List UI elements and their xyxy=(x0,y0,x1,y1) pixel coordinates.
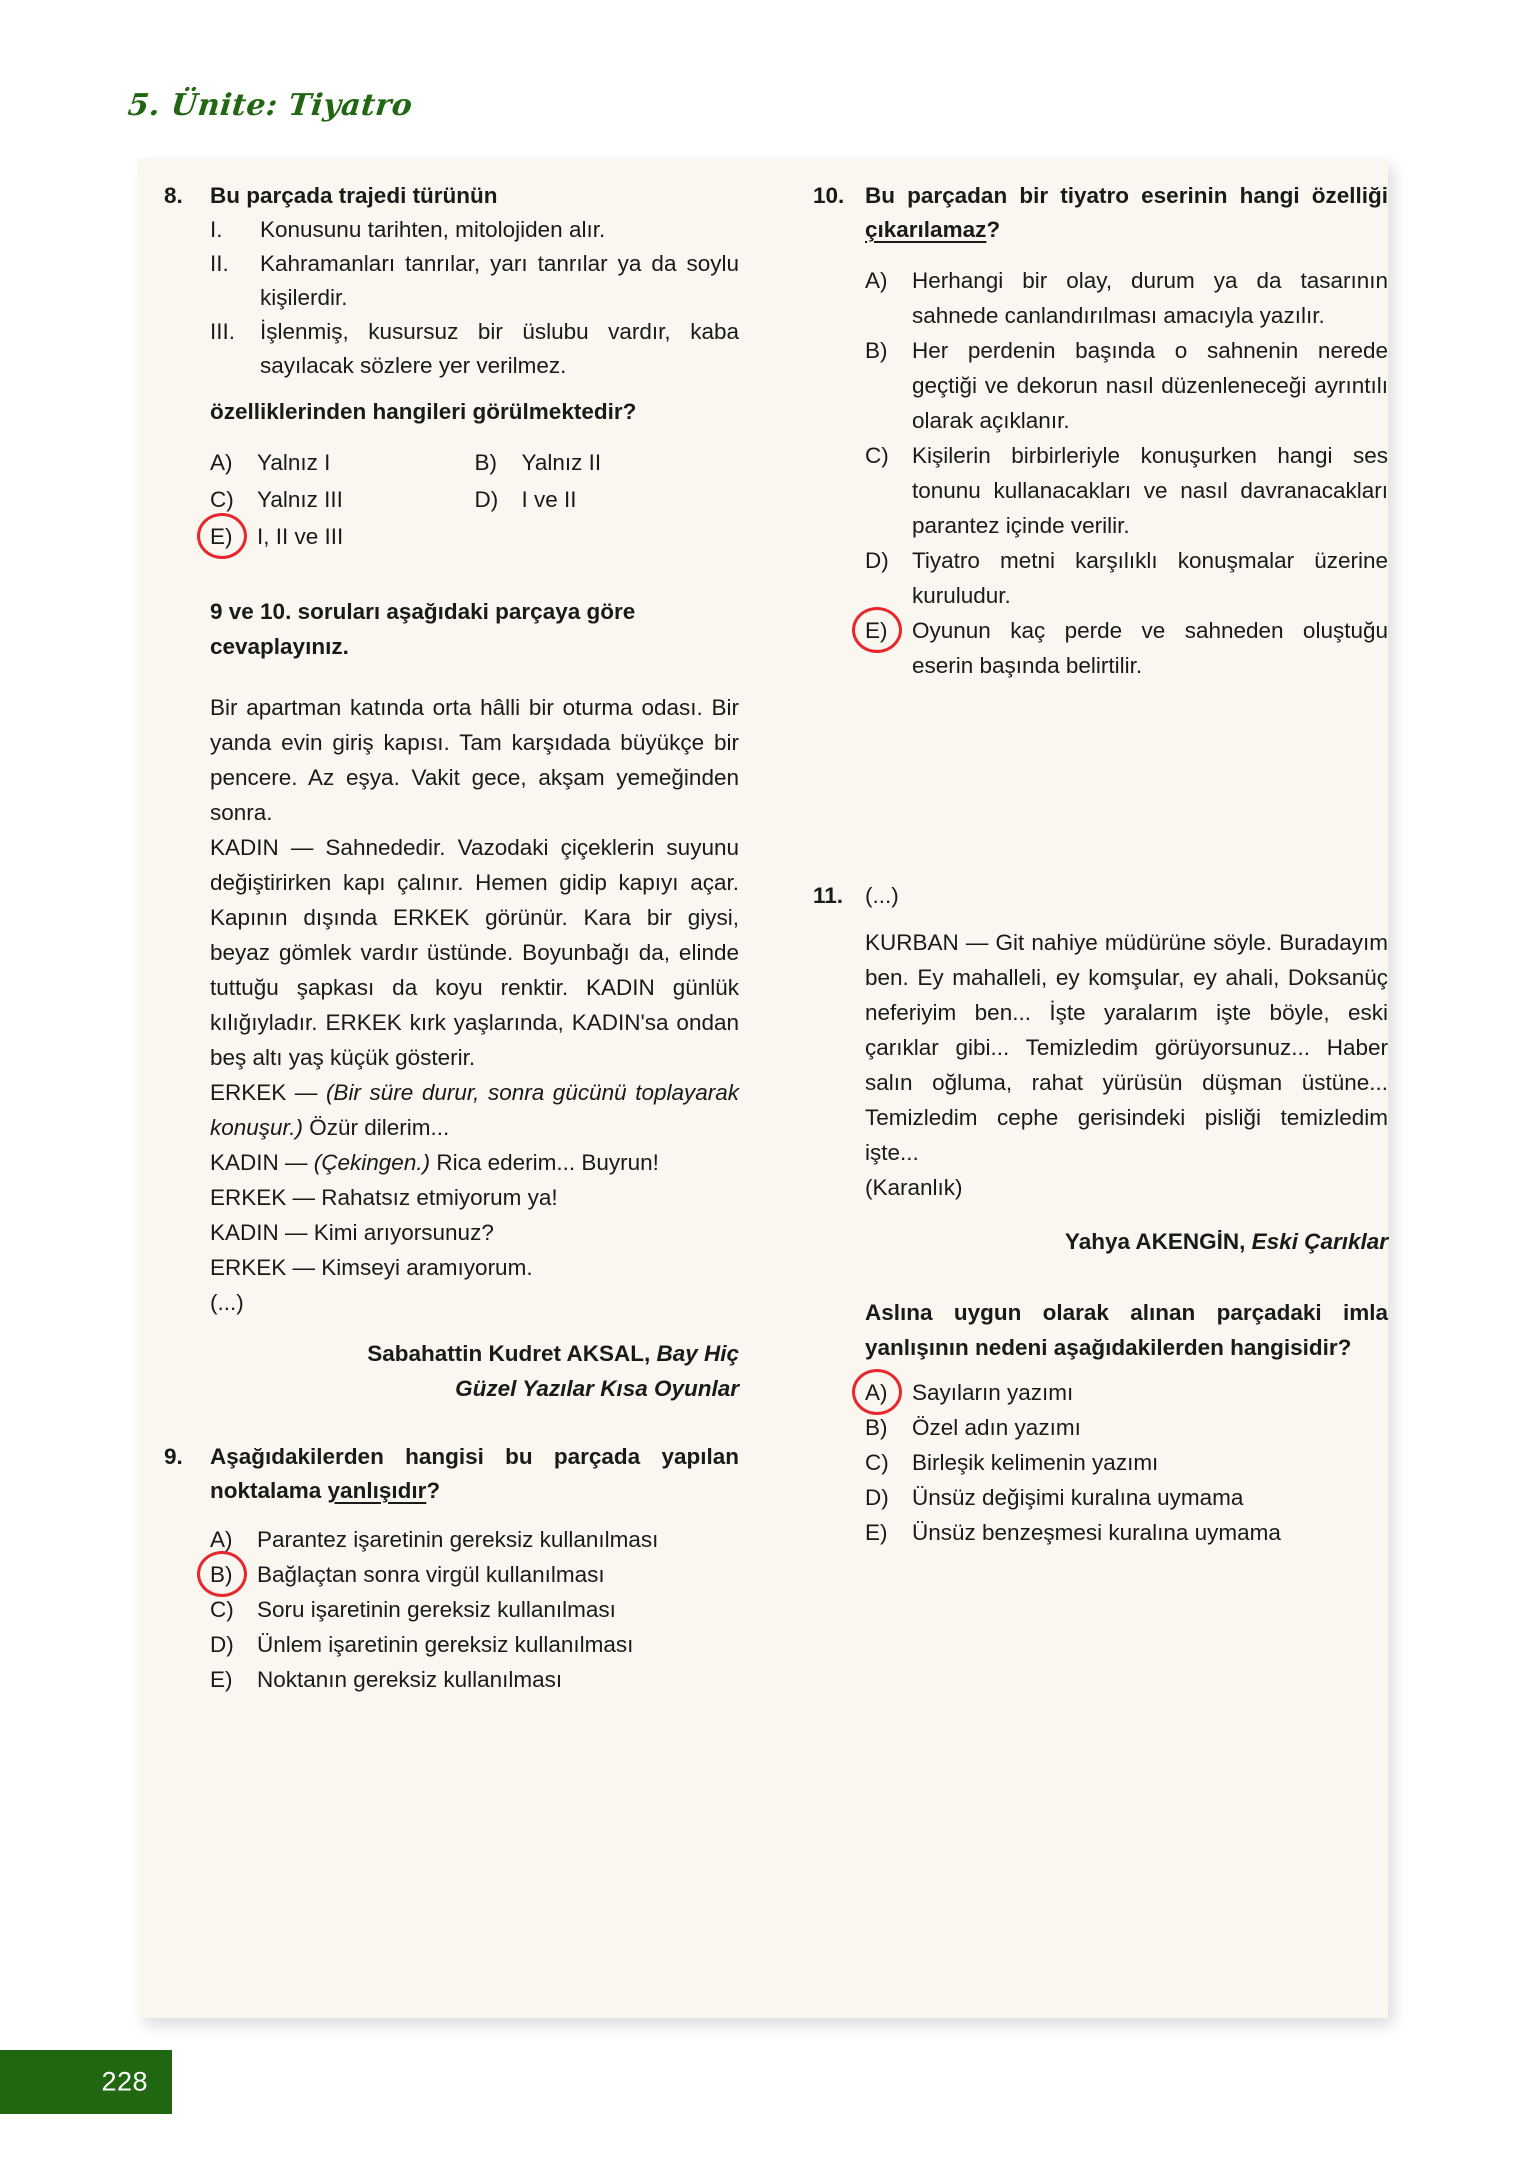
roman-text: Konusunu tarihten, mitolojiden alır. xyxy=(260,217,606,242)
left-column xyxy=(164,158,739,2018)
question-10-stem-underlined: çıkarılamaz xyxy=(865,217,987,242)
option-a-text: Herhangi bir olay, durum ya da tasarının sahnede canlandırılması amacıyla yazılır. xyxy=(912,268,1388,328)
attribution-line-1 xyxy=(210,1336,739,1371)
option-a[interactable] xyxy=(210,445,475,480)
question-9 xyxy=(164,1440,739,1697)
passage-ellipsis: (...) xyxy=(210,1290,244,1315)
roman-label: II. xyxy=(210,251,229,276)
question-9-number: 9. xyxy=(164,1444,183,1469)
passage-paragraph: KADIN — Kimi arıyorsunuz? xyxy=(210,1220,494,1245)
passage-paragraph: KADIN — Sahnededir. Vazodaki çiçeklerin suyunu değiştirirken kapı çalınır. Hemen gidip kapıyı açar. Kapının dışında ERKEK görünür. Kara bir giysi, beyaz gömlek vardır üstünde. Boyunbağı da, elinde tuttuğu şapkası da koyu renktir. KADIN günlük kılığıyladır. ERKEK kırk yaşlarında, KADIN'sa ondan beş altı yaş küçük gösterir. xyxy=(210,835,739,1070)
question-8-stem-continuation: özelliklerinden hangileri görülmektedir? xyxy=(210,399,637,424)
passage-instruction: 9 ve 10. soruları aşağıdaki parçaya göre cevaplayınız. xyxy=(210,599,636,659)
option-a[interactable] xyxy=(210,1522,739,1557)
question-11-stem: Aslına uygun olarak alınan parçadaki imla yanlışının nedeni aşağıdakilerden hangisidir? xyxy=(865,1300,1388,1360)
option-c[interactable] xyxy=(865,1445,1388,1480)
question-11-number: 11. xyxy=(813,883,844,908)
attribution-collection-title: Güzel Yazılar Kısa Oyunlar xyxy=(455,1376,739,1401)
option-c-text: Yalnız III xyxy=(257,487,343,512)
option-c-letter: C) xyxy=(865,443,889,468)
question-9-stem-underlined: yanlışıdır xyxy=(327,1478,427,1503)
option-c-letter: C) xyxy=(210,487,234,512)
passage-paragraph: ERKEK — Rahatsız etmiyorum ya! xyxy=(210,1185,558,1210)
option-b[interactable] xyxy=(210,1557,739,1592)
option-a-letter: A) xyxy=(210,1527,233,1552)
roman-label: III. xyxy=(210,319,236,344)
question-10-stem-part1: Bu parçadan bir tiyatro eserinin hangi özelliği xyxy=(865,183,1388,208)
option-d[interactable] xyxy=(210,1627,739,1662)
option-a-letter-circled-answer: A) xyxy=(865,1375,912,1410)
option-a-text: Parantez işaretinin gereksiz kullanılması xyxy=(257,1527,659,1552)
option-c-text: Birleşik kelimenin yazımı xyxy=(912,1450,1159,1475)
option-a[interactable] xyxy=(865,1375,1388,1410)
option-e-text: Noktanın gereksiz kullanılması xyxy=(257,1667,563,1692)
question-10-stem xyxy=(865,179,1388,247)
question-10-stem-part2: ? xyxy=(986,217,1001,242)
question-8-header xyxy=(164,179,739,213)
page-number-tab xyxy=(0,2050,172,2114)
option-a-text: Sayıların yazımı xyxy=(912,1380,1074,1405)
option-b-letter: B) xyxy=(474,450,497,475)
option-b[interactable] xyxy=(865,1410,1388,1445)
attribution-author: Yahya AKENGİN, xyxy=(1064,1229,1246,1254)
option-a-letter: A) xyxy=(210,450,233,475)
question-8 xyxy=(164,179,739,554)
option-e[interactable] xyxy=(210,1662,739,1697)
attribution-author: Sabahattin Kudret AKSAL, xyxy=(367,1341,651,1366)
passage-paragraph-italicized: KADIN — (Çekingen.) Rica ederim... Buyrun! xyxy=(210,1150,659,1175)
option-d-letter: D) xyxy=(474,487,499,512)
page-number: 228 xyxy=(101,2066,148,2097)
right-column xyxy=(813,158,1388,2018)
passage-paragraph: ERKEK — Kimseyi aramıyorum. xyxy=(210,1255,533,1280)
option-b[interactable] xyxy=(475,445,740,480)
question-11-attribution xyxy=(865,1229,1388,1255)
option-b-text: Özel adın yazımı xyxy=(912,1415,1081,1440)
question-10 xyxy=(813,179,1388,683)
question-8-number: 8. xyxy=(164,183,183,208)
option-e-letter-circled-answer: E) xyxy=(865,613,912,648)
option-c-letter: C) xyxy=(865,1450,889,1475)
question-10-options xyxy=(865,263,1388,683)
option-b[interactable] xyxy=(865,333,1388,438)
question-11-header xyxy=(813,879,1388,913)
reading-passage xyxy=(210,690,739,1320)
question-11 xyxy=(813,879,1388,1550)
passage-paragraph: Bir apartman katında orta hâlli bir oturma odası. Bir yanda evin giriş kapısı. Tam karşıdada büyükçe bir pencere. Az eşya. Vakit gece, akşam yemeğinden sonra. xyxy=(210,695,739,825)
option-e[interactable] xyxy=(210,519,475,554)
question-11-ellipsis: (...) xyxy=(865,883,899,908)
passage-stage-direction: (Karanlık) xyxy=(865,1175,963,1200)
option-b-letter-circled-answer: B) xyxy=(210,1557,257,1592)
option-e[interactable] xyxy=(865,613,1388,683)
option-b-text: Bağlaçtan sonra virgül kullanılması xyxy=(257,1562,605,1587)
option-d-letter: D) xyxy=(865,1485,889,1510)
roman-item xyxy=(210,247,739,315)
option-c-letter: C) xyxy=(210,1597,234,1622)
option-c-text: Soru işaretinin gereksiz kullanılması xyxy=(257,1597,616,1622)
option-a-letter: A) xyxy=(865,268,888,293)
question-9-header xyxy=(164,1440,739,1508)
option-e-letter-circled-answer: E) xyxy=(210,519,257,554)
option-c[interactable] xyxy=(865,438,1388,543)
option-d-letter: D) xyxy=(210,1632,234,1657)
attribution-work-title: Bay Hiç xyxy=(650,1341,739,1366)
option-d[interactable] xyxy=(865,543,1388,613)
option-e-text: Oyunun kaç perde ve sahneden oluştuğu eserin başında belirtilir. xyxy=(912,618,1388,678)
question-10-header xyxy=(813,179,1388,247)
question-8-roman-list xyxy=(164,213,739,383)
option-e[interactable] xyxy=(865,1515,1388,1550)
running-head-unit-title: 5. Ünite: Tiyatro xyxy=(126,88,415,123)
option-b-text: Yalnız II xyxy=(521,450,602,475)
option-b-text: Her perdenin başında o sahnenin nerede geçtiği ve dekorun nasıl düzenleneceği ayrıntılı olarak açıklanır. xyxy=(912,338,1388,433)
option-d-text: Ünsüz değişimi kuralına uymama xyxy=(912,1485,1244,1510)
option-d[interactable] xyxy=(475,482,740,517)
option-a[interactable] xyxy=(865,263,1388,333)
option-c[interactable] xyxy=(210,1592,739,1627)
option-b-letter: B) xyxy=(865,338,888,363)
question-9-options xyxy=(210,1522,739,1697)
passage-paragraph-italicized: ERKEK — (Bir süre durur, sonra gücünü toplayarak konuşur.) Özür dilerim... xyxy=(210,1080,740,1140)
roman-item xyxy=(210,213,739,247)
roman-item xyxy=(210,315,739,383)
option-e-text: Ünsüz benzeşmesi kuralına uymama xyxy=(912,1520,1281,1545)
roman-label: I. xyxy=(210,217,223,242)
column-spacer xyxy=(813,683,1388,879)
attribution-work-title: Eski Çarıklar xyxy=(1245,1229,1388,1254)
two-column-layout xyxy=(138,158,1388,2018)
option-e-text: I, II ve III xyxy=(257,524,344,549)
option-c[interactable] xyxy=(210,482,475,517)
option-d-text: Ünlem işaretinin gereksiz kullanılması xyxy=(257,1632,634,1657)
option-e-letter: E) xyxy=(210,1667,233,1692)
passage-attribution xyxy=(210,1336,739,1406)
option-d-letter: D) xyxy=(865,548,889,573)
question-11-options xyxy=(865,1375,1388,1550)
passage-paragraph: KURBAN — Git nahiye müdürüne söyle. Buradayım ben. Ey mahalleli, ey komşular, ey ahali, Doksanüç neferiyim ben... İşte yaralarım işte böyle, eski çarıklar gibi... Temizledim görüyorsunuz... Haber salın oğluma, rahat yürüsün düşman üstüne... Temizledim cephe gerisindeki pisliği temizledim işte... xyxy=(865,930,1388,1165)
question-8-options xyxy=(210,445,739,554)
question-9-stem-part1: Aşağıdakilerden hangisi bu parçada yapılan noktalama xyxy=(210,1444,739,1503)
option-e-letter: E) xyxy=(865,1520,888,1545)
option-b-letter: B) xyxy=(865,1415,888,1440)
option-c-text: Kişilerin birbirleriyle konuşurken hangi ses tonunu kullanacakları ve nasıl davranacakları parantez içinde verilir. xyxy=(912,443,1388,538)
attribution-line-2 xyxy=(210,1371,739,1406)
question-9-stem-part2: ? xyxy=(426,1478,441,1503)
option-d-text: Tiyatro metni karşılıklı konuşmalar üzerine kuruludur. xyxy=(912,548,1388,608)
question-8-stem: Bu parçada trajedi türünün xyxy=(210,183,498,208)
option-a-text: Yalnız I xyxy=(257,450,331,475)
option-d[interactable] xyxy=(865,1480,1388,1515)
option-d-text: I ve II xyxy=(521,487,577,512)
roman-text: İşlenmiş, kusursuz bir üslubu vardır, kaba sayılacak sözlere yer verilmez. xyxy=(260,319,739,378)
question-10-number: 10. xyxy=(813,183,845,208)
roman-text: Kahramanları tanrılar, yarı tanrılar ya da soylu kişilerdir. xyxy=(260,251,739,310)
question-9-stem xyxy=(210,1440,739,1508)
question-11-passage xyxy=(865,925,1388,1205)
